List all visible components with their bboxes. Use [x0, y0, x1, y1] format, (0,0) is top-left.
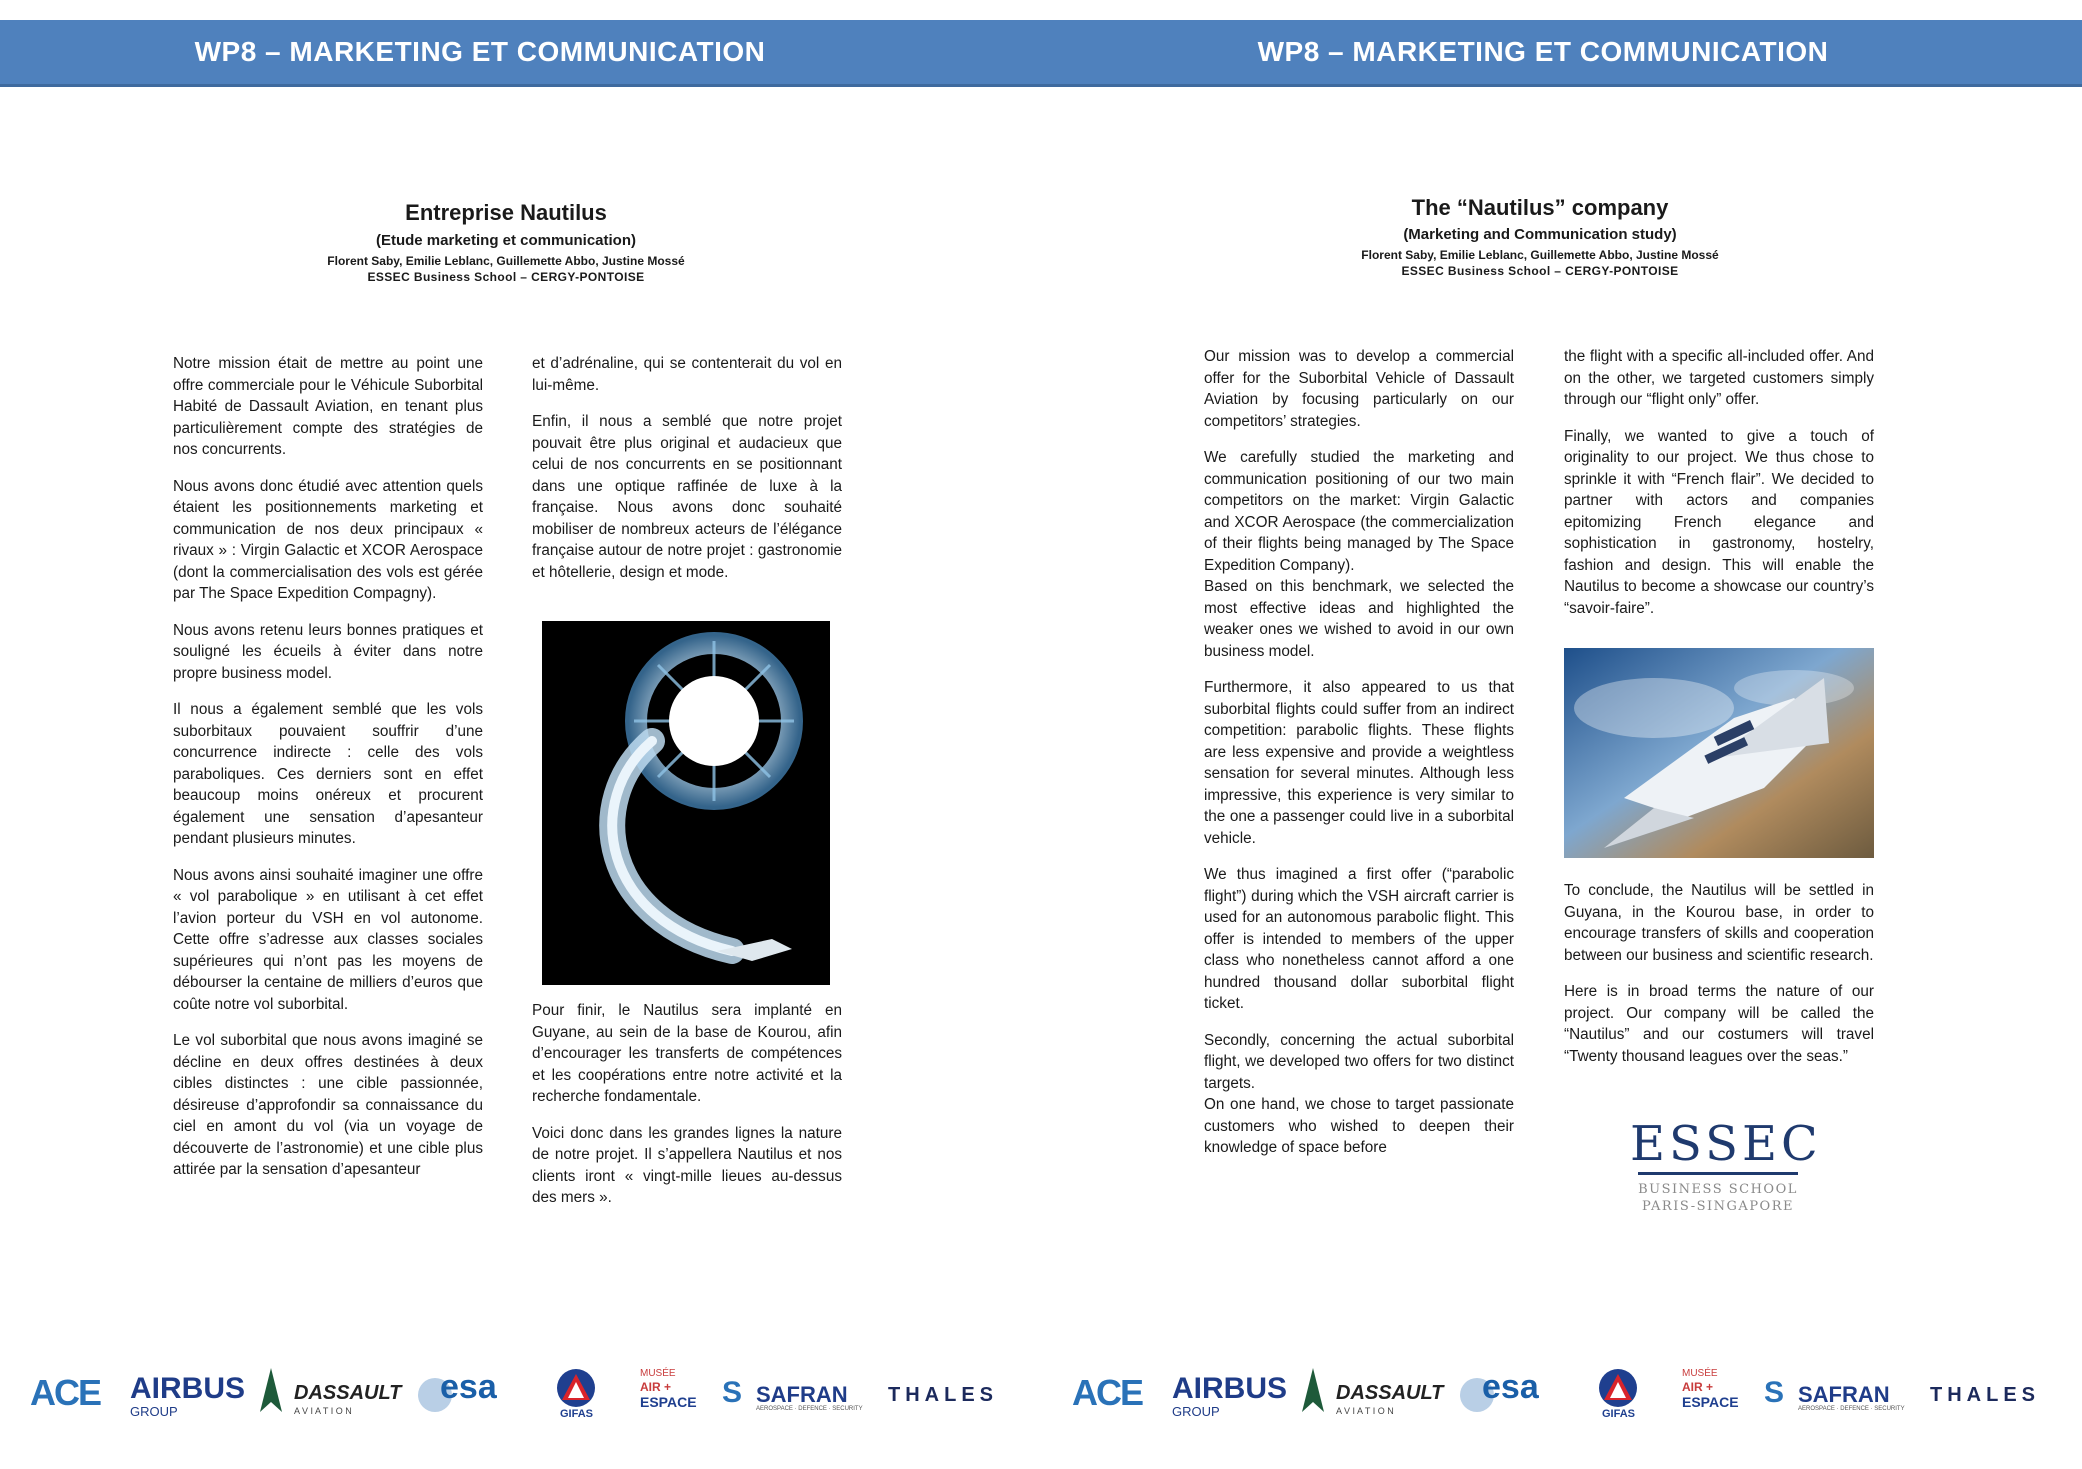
safran-logo: SAFRAN	[756, 1382, 848, 1407]
musee-air: AIR +	[640, 1380, 672, 1394]
partner-logos-left	[0, 1362, 1040, 1422]
safran-logo: SAFRAN	[1798, 1382, 1890, 1407]
nautilus-shell-icon	[542, 621, 830, 985]
musee-top: MUSÉE	[640, 1368, 676, 1379]
dassault-sub: A V I A T I O N	[294, 1406, 352, 1416]
paragraph: Finally, we wanted to give a touch of originality to our project. We thus chose to sprinkle it with “French flair”. We decided to partner with actors and companies epitomizing French elegance and sophistication in gastronomy, hostelry, fashion and design. This will enable the Nautilus to become a showcase our country’s “savoir-faire”.	[1564, 427, 1874, 617]
gifas-icon	[1598, 1368, 1638, 1408]
paragraph: Based on this benchmark, we selected the most effective ideas and highlighted the weaker ones we wished to avoid in our own business model.	[1204, 578, 1514, 660]
dassault-logo: DASSAULT	[294, 1382, 402, 1404]
thales-logo: THALES	[888, 1384, 998, 1406]
airbus-logo: AIRBUS	[130, 1372, 246, 1405]
essec-logo	[1630, 1116, 1822, 1215]
dassault-logo: DASSAULT	[1336, 1382, 1444, 1404]
left-column-1	[173, 353, 483, 1196]
safran-icon: S	[722, 1376, 743, 1409]
page-subtitle: (Etude marketing et communication)	[375, 232, 637, 249]
paragraph: Here is in broad terms the nature of our project. Our company will be called the “Nautilus” and our costumers will travel “Twenty thousand leagues over the seas.”	[1564, 983, 1874, 1065]
musee-air: AIR +	[1682, 1380, 1714, 1394]
paragraph: et d’adrénaline, qui se contenterait du vol en lui-même.	[532, 355, 842, 394]
paragraph: Our mission was to develop a commercial offer for the Suborbital Vehicle of Dassault Aviation by focusing particularly on our competitors’ strategies.	[1204, 348, 1514, 430]
musee-espace: ESPACE	[640, 1394, 697, 1410]
paragraph: Voici donc dans les grandes lignes la nature de notre projet. Il s’appellera Nautilus et nos clients iront « vingt-mille lieues au-dessus des mers ».	[532, 1124, 842, 1206]
partner-logos-right	[1040, 1362, 2082, 1422]
paragraph: Notre mission était de mettre au point une offre commerciale pour le Véhicule Suborbital Habité de Dassault Aviation, en tenant plus particulièrement compte des stratégies de nos concurrents.	[173, 355, 483, 458]
page-title: Entreprise Nautilus	[405, 200, 607, 225]
left-column-2-bottom	[532, 1000, 842, 1224]
airbus-sub: GROUP	[130, 1404, 178, 1419]
ace-logo: ACE	[30, 1372, 101, 1413]
nautilus-label: Nautilus	[561, 806, 619, 910]
banner-title: WP8 – MARKETING ET COMMUNICATION	[194, 36, 766, 67]
essec-rule	[1638, 1172, 1798, 1175]
paragraph: Nous avons donc étudié avec attention quels étaient les positionnements marketing et communication de nos deux principaux « rivaux » : Virgin Galactic et XCOR Aerospace (dont la commercialisation des vols est gérée par The Space Expedition Compagny).	[173, 477, 483, 602]
dassault-sub: A V I A T I O N	[1336, 1406, 1394, 1416]
authors: Florent Saby, Emilie Leblanc, Guillemette Abbo, Justine Mossé	[327, 254, 685, 268]
musee-espace: ESPACE	[1682, 1394, 1739, 1410]
paragraph: We carefully studied the marketing and communication positioning of our two main competitors on the market: Virgin Galactic and XCOR Aerospace (the commercialization of their flights being managed by The Space Expedition Company).	[1204, 449, 1514, 574]
airbus-sub: GROUP	[1172, 1404, 1220, 1419]
paragraph: Il nous a également semblé que les vols suborbitaux pouvaient souffrir d’une concurrence indirecte : celle des vols paraboliques. Ces derniers sont en effet beaucoup moins onéreux et procurent également une sensation d’apesanteur pendant plusieurs minutes.	[173, 701, 483, 847]
paragraph: We thus imagined a first offer (“parabolic flight”) during which the VSH aircraft carrier is used for an autonomous parabolic flight. This offer is intended to members of the upper class who nonetheless cannot afford a one hundred thousand dollar suborbital flight ticket.	[1204, 866, 1514, 1012]
banner-title: WP8 – MARKETING ET COMMUNICATION	[1257, 36, 1829, 67]
right-column-2-bottom	[1564, 880, 1874, 1082]
paragraph: Nous avons retenu leurs bonnes pratiques et souligné les écueils à éviter dans notre propre business model.	[173, 621, 483, 682]
paragraph: Enfin, il nous a semblé que notre projet pouvait être plus original et audacieux que celui de nos concurrents en se positionnant dans une optique raffinée de luxe à la française. Nous avons donc souhaité mobiliser de nombreux acteurs de l’élégance française autour de notre projet : gastronomie et hôtellerie, design et mode.	[532, 413, 842, 581]
paragraph: To conclude, the Nautilus will be settled in Guyana, in the Kourou base, in order to encourage transfers of skills and cooperation between our business and scientific research.	[1564, 882, 1874, 964]
essec-line2: PARIS-SINGAPORE	[1641, 1199, 1794, 1214]
esa-logo: esa	[440, 1368, 497, 1406]
nautilus-illustration	[542, 621, 830, 985]
paragraph: Le vol suborbital que nous avons imaginé se décline en deux offres destinées à deux cibles distinctes : une cible passionnée, désireuse d’approfondir sa connaissance du ciel en amont du vol (via un voyage de découverte de l’astronomie) et une cible plus attirée par la sensation d’apesanteur	[173, 1032, 483, 1178]
airbus-logo: AIRBUS	[1172, 1372, 1288, 1405]
spaceplane-icon	[1564, 648, 1874, 858]
paragraph: Furthermore, it also appeared to us that suborbital flights could suffer from an indirect competition: parabolic flights. These flights are less expensive and provide a weightless sensation for several minutes. Although less impressive, this experience is very similar to the one a passenger could live in a suborbital vehicle.	[1204, 679, 1514, 847]
safran-sub: AEROSPACE · DEFENCE · SECURITY	[1798, 1406, 1905, 1412]
essec-wordmark: ESSEC	[1630, 1116, 1822, 1172]
header-banner-left	[0, 20, 1040, 87]
musee-top: MUSÉE	[1682, 1368, 1718, 1379]
dassault-icon	[260, 1368, 280, 1408]
paragraph: Pour finir, le Nautilus sera implanté en Guyane, au sein de la base de Kourou, afin d’encourager les transferts de compétences et les coopérations entre notre activité et la recherche fondamentale.	[532, 1002, 842, 1105]
school: ESSEC Business School – CERGY-PONTOISE	[1401, 264, 1679, 278]
paragraph: On one hand, we chose to target passionate customers who wished to deepen their knowledge of space before	[1204, 1096, 1514, 1156]
ace-logo: ACE	[1072, 1372, 1143, 1413]
spaceplane-photo	[1564, 648, 1874, 858]
school: ESSEC Business School – CERGY-PONTOISE	[367, 270, 645, 284]
paragraph: Secondly, concerning the actual suborbital flight, we developed two offers for two distinct targets.	[1204, 1031, 1514, 1092]
thales-logo: THALES	[1930, 1384, 2040, 1406]
paragraph: Nous avons ainsi souhaité imaginer une offre « vol parabolique » en utilisant à cet effet l’avion porteur du VSH en vol autonome. Cette offre s’adresse aux classes sociales supérieures qui n’ont pas les moyens de débourser la centaine de milliers d’euros que coûte notre vol suborbital.	[173, 866, 483, 1013]
left-column-2-top	[532, 353, 842, 598]
gifas-label: GIFAS	[560, 1408, 594, 1420]
safran-sub: AEROSPACE · DEFENCE · SECURITY	[756, 1406, 863, 1412]
gifas-icon	[556, 1368, 596, 1408]
header-banner-right	[1040, 20, 2082, 87]
safran-icon: S	[1764, 1376, 1785, 1409]
dassault-icon	[1302, 1368, 1322, 1408]
right-column-1	[1204, 346, 1514, 1174]
esa-logo: esa	[1482, 1368, 1539, 1406]
page-title: The “Nautilus” company	[1411, 195, 1669, 220]
gifas-label: GIFAS	[1602, 1408, 1636, 1420]
essec-line1: BUSINESS SCHOOL	[1638, 1182, 1798, 1197]
authors: Florent Saby, Emilie Leblanc, Guillemette Abbo, Justine Mossé	[1361, 248, 1719, 262]
page-subtitle: (Marketing and Communication study)	[1403, 226, 1677, 243]
right-column-2-top	[1564, 346, 1874, 634]
paragraph: the flight with a specific all-included offer. And on the other, we targeted customers simply through our “flight only” offer.	[1564, 348, 1874, 408]
